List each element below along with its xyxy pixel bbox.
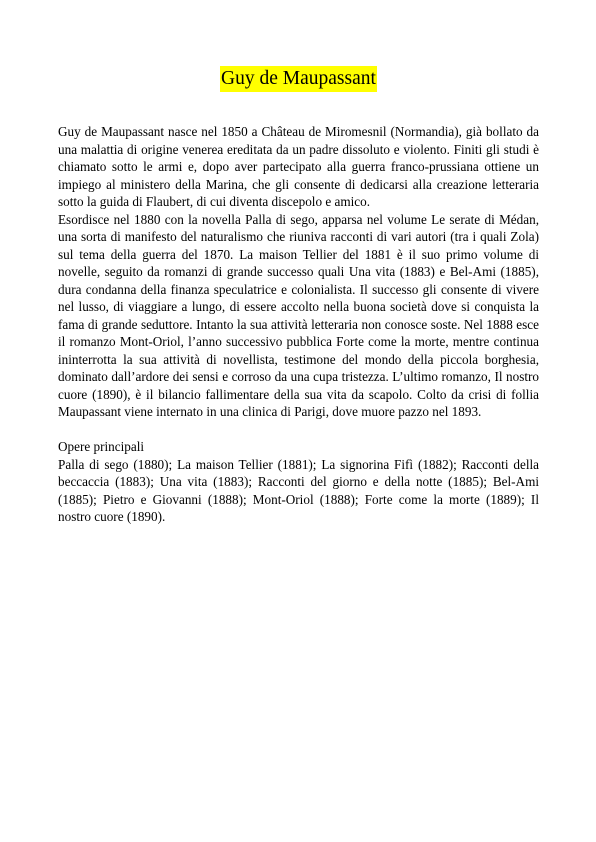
works-heading: Opere principali xyxy=(58,439,145,454)
biography-paragraph-2: Esordisce nel 1880 con la novella Palla di sego, apparsa nel volume Le serate di Médan, una sorta di manifesto del naturalismo che riuniva racconti di vari autori (tra i quali Zola) sul tema della guerra del 1870. La maison Tellier del 1881 è il suo primo volume di novelle, seguito da romanzi di grande successo quali Una vita (1883) e Bel-Ami (1885), dura condanna della finanza speculatrice e colonialista. Il successo gli consente di vivere nel lusso, di viaggiare a lungo, di essere accolto nella buona società dove si conquista la fama di grande seduttore. Intanto la sua attività letteraria non conosce soste. Nel 1888 esce il romanzo Mont-Oriol, l’anno successivo pubblica Forte come la morte, mentre continua ininterrotta la sua attività di novellista, testimone del mondo della piccola borghesia, dominato dall’ardore dei sensi e corroso da una cupa tristezza. L’ultimo romanzo, Il nostro cuore (1890), è il bilancio fallimentare della sua vita da scapolo. Colto da crisi di follia Maupassant viene internato in una clinica di Parigi, dove muore pazzo nel 1893. xyxy=(58,211,539,419)
paragraph-spacer xyxy=(58,421,539,439)
works-list: Palla di sego (1880); La maison Tellier (1881); La signorina Fifì (1882); Racconti della beccaccia (1883); Una vita (1883); Racconti del giorno e della notte (1885); Bel-Ami (1885); Pietro e Giovanni (1888); Mont-Oriol (1888); Forte come la morte (1889); Il nostro cuore (1890). xyxy=(58,456,539,524)
biography-paragraph-1: Guy de Maupassant nasce nel 1850 a Château de Miromesnil (Normandia), già bollato da una malattia di origine venerea ereditata da un padre dissoluto e violento. Finiti gli studi è chiamato sotto le armi e, dopo aver partecipato alla guerra franco-prussiana ottiene un impiego al ministero della Marina, che gli consente di dedicarsi alla creazione letteraria sotto la guida di Flaubert, di cui diventa discepolo e amico. xyxy=(58,124,539,209)
title-container xyxy=(58,66,539,92)
document-page xyxy=(58,66,539,526)
document-title: Guy de Maupassant xyxy=(220,66,377,92)
